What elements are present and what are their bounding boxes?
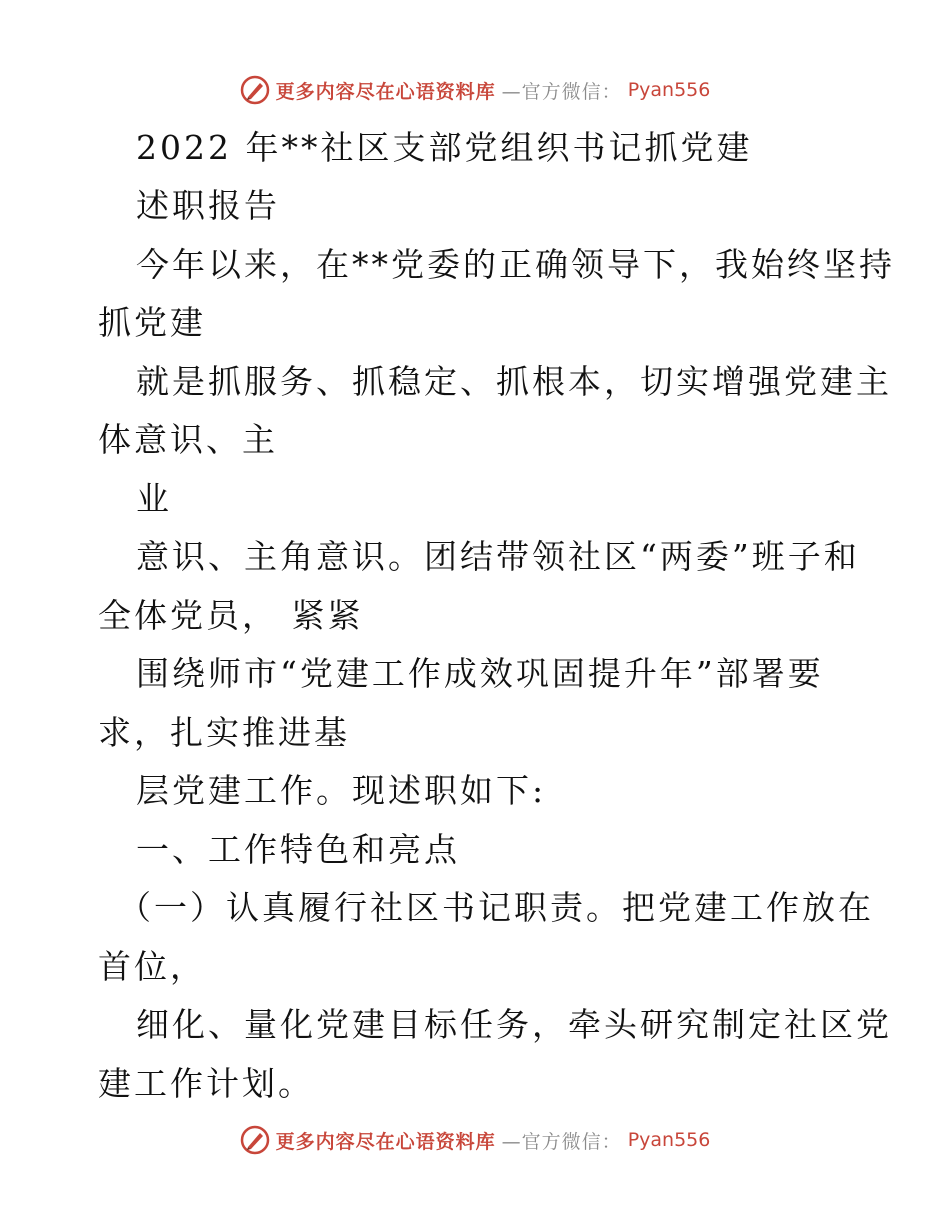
doc-section-heading: 一、工作特色和亮点 [136,830,460,869]
doc-paragraph-line: 首位， [98,947,206,986]
doc-paragraph-line: 建工作计划。 [98,1064,314,1103]
pen-logo-icon [240,1125,270,1155]
doc-paragraph-line: 就是抓服务、抓稳定、抓根本，切实增强党建主 [136,362,892,401]
pen-logo-icon [240,75,270,105]
doc-paragraph-line: 体意识、主 [98,420,278,459]
doc-paragraph-line: 意识、主角意识。团结带领社区“两委”班子和 [136,537,860,576]
doc-subsection-heading: （一）认真履行社区书记职责。把党建工作放在 [118,888,874,927]
doc-paragraph-line: 业 [136,479,172,518]
header-watermark [0,70,950,110]
doc-paragraph-line: 今年以来，在**党委的正确领导下，我始终坚持 [136,245,895,284]
watermark-dash: —官方微信： [501,80,622,103]
doc-paragraph-line: 抓党建 [98,303,206,342]
doc-paragraph-line: 围绕师市“党建工作成效巩固提升年”部署要 [136,654,824,693]
watermark-wechat-id: Pyan556 [627,1129,711,1151]
doc-paragraph-line: 全体党员， 紧紧 [98,596,364,635]
doc-paragraph-line: 层党建工作。现述职如下: [136,771,547,810]
doc-paragraph-line: 细化、量化党建目标任务，牵头研究制定社区党 [136,1005,892,1044]
doc-title-line-2: 述职报告 [136,186,280,225]
watermark-wechat-id: Pyan556 [627,79,711,101]
watermark-dash: —官方微信： [501,1130,622,1153]
watermark-brand: 更多内容尽在心语资料库 [275,80,496,103]
doc-paragraph-line: 求，扎实推进基 [98,713,350,752]
watermark-brand: 更多内容尽在心语资料库 [275,1130,496,1153]
footer-watermark [0,1120,950,1160]
doc-title-line-1: 2022 年**社区支部党组织书记抓党建 [136,128,753,167]
